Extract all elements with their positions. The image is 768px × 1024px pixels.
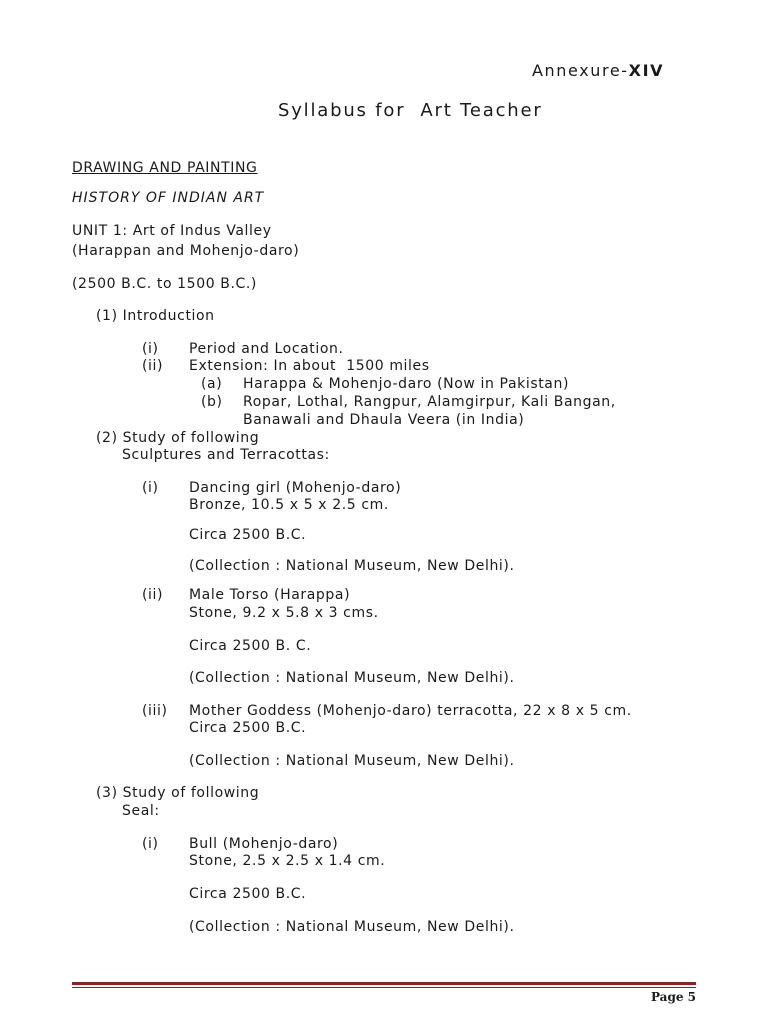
artwork-collection: (Collection : National Museum, New Delhi). (189, 670, 515, 686)
artwork-date: Circa 2500 B.C. (189, 720, 307, 736)
sublist-item-number: (a) (201, 376, 223, 392)
part1-heading: (1) Introduction (96, 308, 215, 324)
artwork-date: Circa 2500 B.C. (189, 527, 307, 543)
list-item-text: Extension: In about 1500 miles (189, 358, 430, 374)
list-item-number: (ii) (142, 587, 164, 603)
part3-subheading: Seal: (122, 803, 160, 819)
footer-rule-thick (72, 982, 696, 985)
sublist-item-text-continued: Banawali and Dhaula Veera (in India) (243, 412, 525, 428)
part2-heading: (2) Study of following (96, 430, 260, 446)
footer-rule-thin (72, 987, 696, 988)
part3-heading: (3) Study of following (96, 785, 260, 801)
artwork-date: Circa 2500 B. C. (189, 638, 312, 654)
page-number: Page 5 (650, 990, 696, 1004)
annexure-label: Annexure-XIV (532, 61, 665, 80)
list-item-text: Period and Location. (189, 341, 344, 357)
artwork-material: Stone, 2.5 x 2.5 x 1.4 cm. (189, 853, 386, 869)
unit-subtitle: (Harappan and Mohenjo-daro) (72, 243, 300, 259)
list-item-number: (i) (142, 836, 159, 852)
unit-period: (2500 B.C. to 1500 B.C.) (72, 276, 257, 292)
artwork-collection: (Collection : National Museum, New Delhi). (189, 753, 515, 769)
section-subheading: HISTORY OF INDIAN ART (72, 190, 265, 206)
sublist-item-text: Harappa & Mohenjo-daro (Now in Pakistan) (243, 376, 570, 392)
annexure-number: XIV (628, 61, 665, 80)
unit-title: UNIT 1: Art of Indus Valley (72, 223, 272, 239)
page-title: Syllabus for Art Teacher (278, 100, 543, 121)
part2-subheading: Sculptures and Terracottas: (122, 447, 330, 463)
artwork-name: Mother Goddess (Mohenjo-daro) terracotta, 22 x 8 x 5 cm. (189, 703, 632, 719)
artwork-name: Dancing girl (Mohenjo-daro) (189, 480, 402, 496)
artwork-material: Bronze, 10.5 x 5 x 2.5 cm. (189, 497, 389, 513)
list-item-number: (ii) (142, 358, 164, 374)
artwork-date: Circa 2500 B.C. (189, 886, 307, 902)
artwork-name: Male Torso (Harappa) (189, 587, 351, 603)
artwork-collection: (Collection : National Museum, New Delhi). (189, 919, 515, 935)
list-item-number: (iii) (142, 703, 168, 719)
list-item-number: (i) (142, 341, 159, 357)
list-item-number: (i) (142, 480, 159, 496)
artwork-collection: (Collection : National Museum, New Delhi). (189, 558, 515, 574)
sublist-item-text: Ropar, Lothal, Rangpur, Alamgirpur, Kali Bangan, (243, 394, 616, 410)
sublist-item-number: (b) (201, 394, 223, 410)
artwork-material: Stone, 9.2 x 5.8 x 3 cms. (189, 605, 379, 621)
section-heading: DRAWING AND PAINTING (72, 160, 258, 176)
artwork-name: Bull (Mohenjo-daro) (189, 836, 339, 852)
